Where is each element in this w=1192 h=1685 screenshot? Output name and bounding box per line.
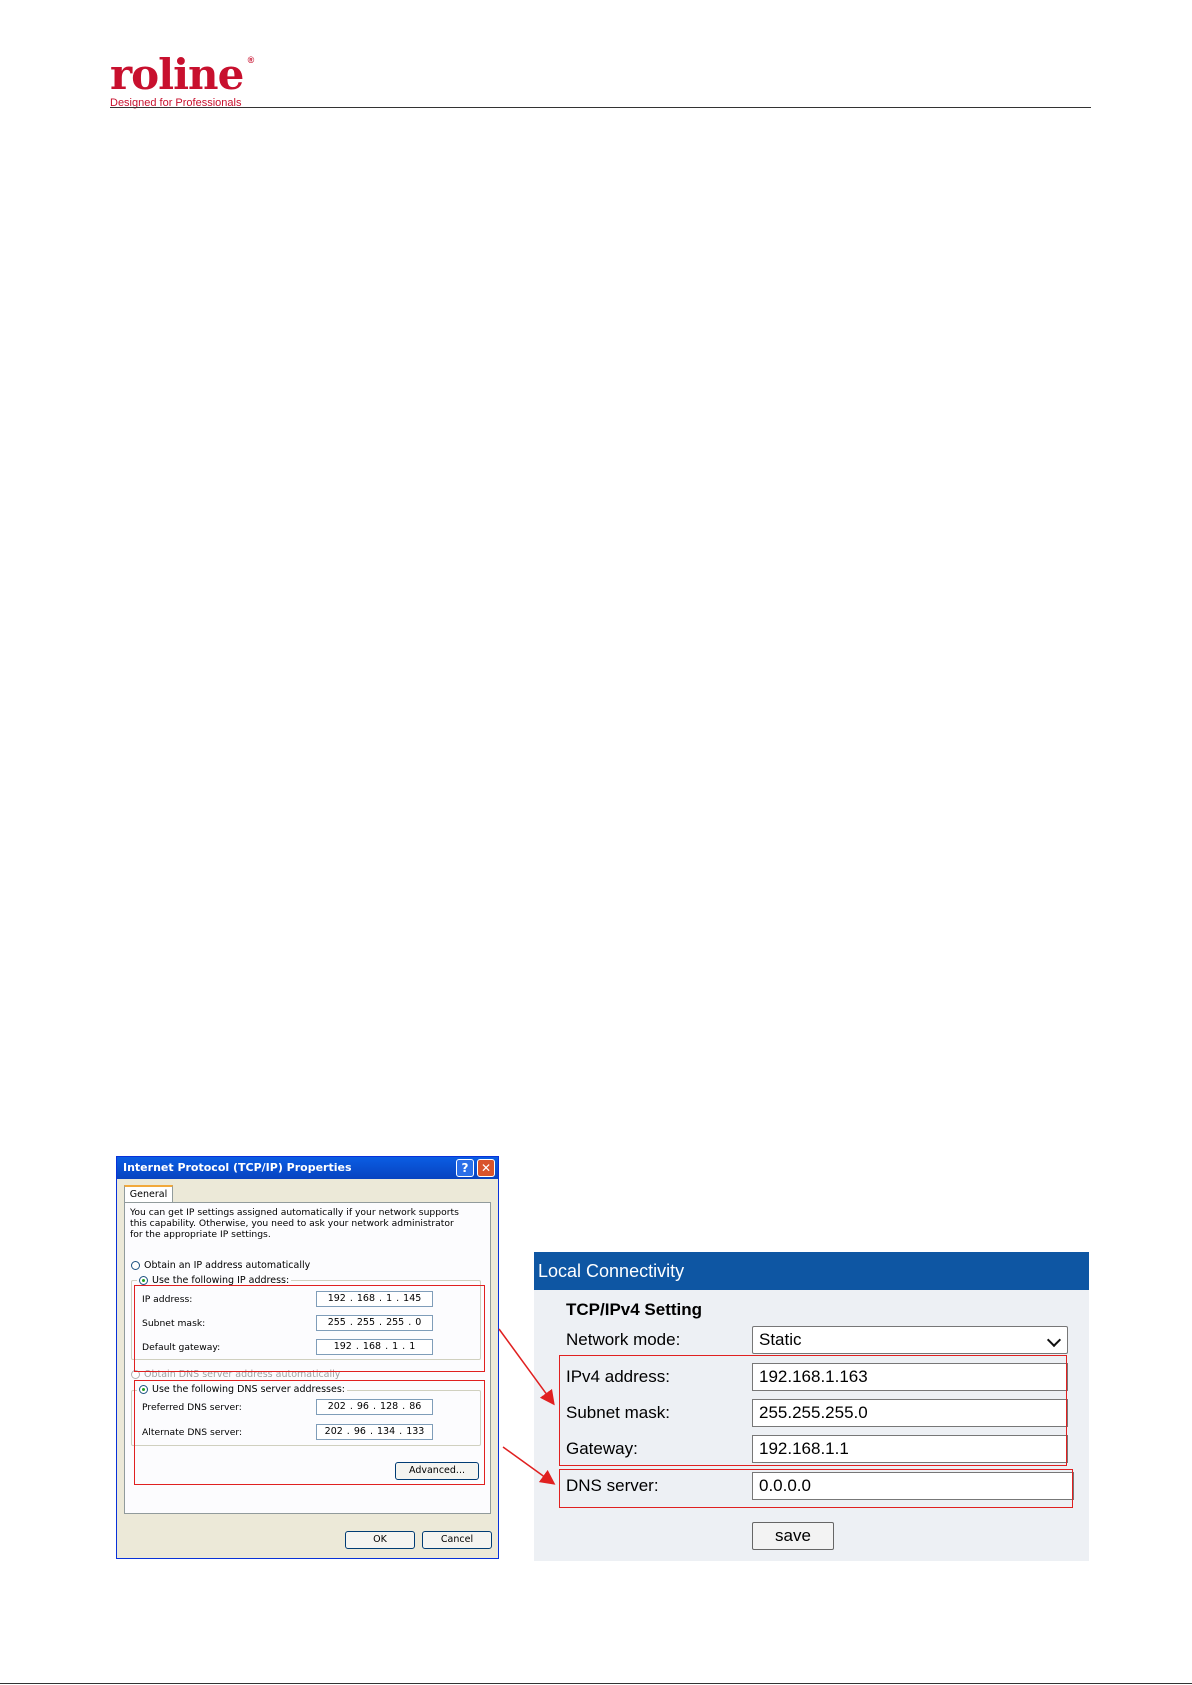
ip-address-label: IP address: <box>142 1294 193 1305</box>
alternate-dns-field[interactable]: 202 . 96 . 134 . 133 <box>316 1424 433 1440</box>
ip-address-field[interactable]: 192 . 168 . 1 . 145 <box>316 1291 433 1307</box>
ipv4-address-label: IPv4 address: <box>566 1367 670 1386</box>
dialog-intro-text: You can get IP settings assigned automatically if your network supports this capability. Otherwise, you need to ask your network administrator for the appropriate IP settings. <box>130 1207 459 1240</box>
gateway-input[interactable]: 192.168.1.1 <box>752 1435 1068 1463</box>
subnet-mask-label: Subnet mask: <box>142 1318 206 1329</box>
subnet-mask-label: Subnet mask: <box>566 1403 670 1422</box>
gateway-label: Gateway: <box>566 1439 638 1458</box>
arrow-dns-settings <box>503 1447 553 1483</box>
panel-header: Local Connectivity <box>534 1252 1089 1290</box>
registered-mark: ® <box>247 55 254 65</box>
save-button[interactable]: save <box>752 1522 834 1550</box>
default-gateway-label: Default gateway: <box>142 1342 221 1353</box>
dns-server-label: DNS server: <box>566 1476 659 1495</box>
radio-label: Use the following IP address: <box>152 1275 290 1286</box>
ipv4-address-input[interactable]: 192.168.1.163 <box>752 1363 1068 1391</box>
radio-label: Obtain an IP address automatically <box>144 1260 311 1271</box>
footer-divider <box>0 1683 1192 1684</box>
preferred-dns-label: Preferred DNS server: <box>142 1402 242 1413</box>
arrow-ip-settings <box>499 1329 553 1403</box>
close-icon[interactable]: ✕ <box>477 1159 495 1177</box>
dialog-title: Internet Protocol (TCP/IP) Properties <box>123 1161 352 1174</box>
section-title: TCP/IPv4 Setting <box>566 1300 703 1319</box>
ok-button[interactable]: OK <box>345 1531 415 1549</box>
tab-general[interactable]: General <box>124 1185 173 1203</box>
subnet-mask-input[interactable]: 255.255.255.0 <box>752 1399 1068 1427</box>
subnet-mask-field[interactable]: 255 . 255 . 255 . 0 <box>316 1315 433 1331</box>
logo-tagline: Designed for Professionals <box>110 97 242 109</box>
preferred-dns-field[interactable]: 202 . 96 . 128 . 86 <box>316 1399 433 1415</box>
radio-label: Obtain DNS server address automatically <box>144 1369 341 1380</box>
default-gateway-field[interactable]: 192 . 168 . 1 . 1 <box>316 1339 433 1355</box>
network-mode-label: Network mode: <box>566 1330 681 1349</box>
radio-label: Use the following DNS server addresses: <box>152 1384 345 1395</box>
help-icon[interactable]: ? <box>456 1159 474 1177</box>
dns-server-input[interactable]: 0.0.0.0 <box>752 1472 1074 1500</box>
logo-text: roline <box>110 50 244 99</box>
advanced-button[interactable]: Advanced... <box>395 1462 479 1480</box>
network-mode-value: Static <box>759 1330 802 1349</box>
alternate-dns-label: Alternate DNS server: <box>142 1427 243 1438</box>
cancel-button[interactable]: Cancel <box>422 1531 492 1549</box>
